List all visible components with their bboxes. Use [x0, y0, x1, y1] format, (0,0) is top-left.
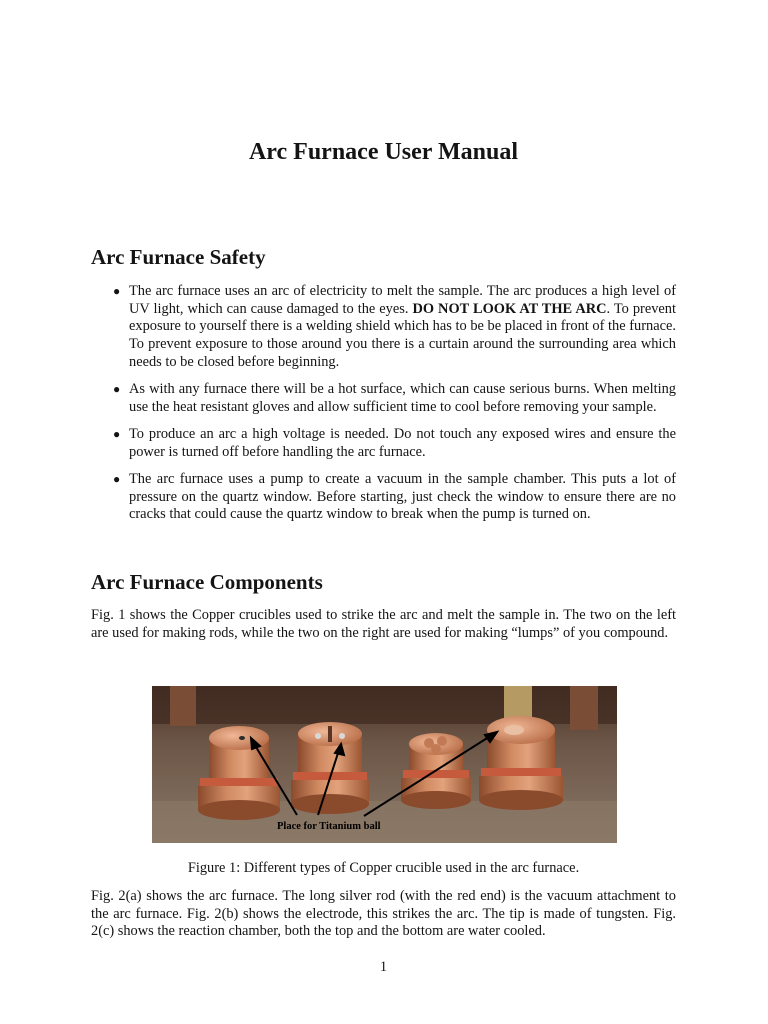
document-title: Arc Furnace User Manual [248, 139, 519, 165]
components-intro-paragraph: Fig. 1 shows the Copper crucibles used to strike the arc and melt the sample in. The two on the left are used for making rods, while the two on the right are used for making “lumps” of you compound. [91, 607, 676, 641]
crucible-lump-2 [479, 716, 563, 810]
crucible-rod-1 [198, 726, 280, 820]
bullet-icon: ● [113, 426, 121, 441]
safety-bullet-item: ● The arc furnace uses a pump to create a vacuum in the sample chamber. This puts a lot of pressure on the quartz window. Before starting, just check the window to ensure there are no cracks that could cause the quartz window to break when the pump is turned on. [113, 470, 676, 523]
figure-label: Place for Titanium ball [277, 821, 381, 832]
safety-bullet-item: ● As with any furnace there will be a hot surface, which can cause serious burns. When melting use the heat resistant gloves and allow sufficient time to cool before removing your sample. [113, 381, 676, 415]
crucible-rod-2 [291, 722, 369, 814]
crucible-photo [152, 686, 617, 843]
figure2-paragraph: Fig. 2(a) shows the arc furnace. The long silver rod (with the red end) is the vacuum attachment to the arc furnace. Fig. 2(b) shows the electrode, this strikes the arc. The tip is made of tungsten. Fig. 2(c) shows the reaction chamber, both the top and the bottom are water cooled. [91, 888, 676, 940]
page-number: 1 [379, 959, 388, 975]
bullet-icon: ● [113, 471, 121, 486]
section-heading-components: Arc Furnace Components [91, 570, 323, 594]
figure-caption: Figure 1: Different types of Copper crucible used in the arc furnace. [187, 860, 580, 876]
safety-bullet-list [91, 283, 676, 533]
warning-bold-text: DO NOT LOOK AT THE ARC [412, 300, 607, 317]
safety-bullet-item: ● The arc furnace uses an arc of electricity to melt the sample. The arc produces a high level of UV light, which can cause damaged to the eyes. DO NOT LOOK AT THE ARC. To prevent exposure to yourself there is a welding shield which has to be be placed in front of the furnace. To prevent exposure to those around you there is a curtain around the surrounding area which needs to be closed before beginning. [113, 283, 676, 370]
section-heading-safety: Arc Furnace Safety [91, 245, 266, 269]
bullet-icon: ● [113, 284, 121, 298]
safety-bullet-item: ● To produce an arc a high voltage is needed. Do not touch any exposed wires and ensure the power is turned off before handling the arc furnace. [113, 425, 676, 460]
bullet-icon: ● [113, 382, 121, 397]
